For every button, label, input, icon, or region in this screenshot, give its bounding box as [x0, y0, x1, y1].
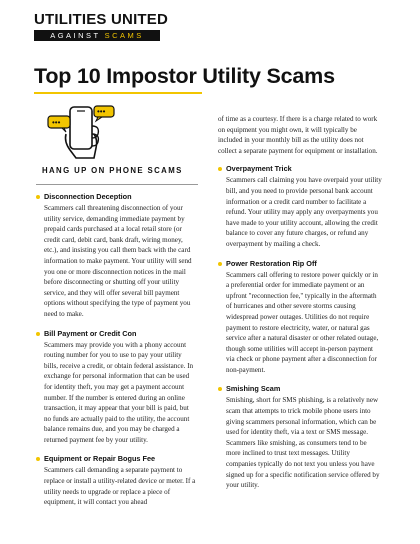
page-title: Top 10 Impostor Utility Scams [34, 64, 335, 88]
bullet-icon [36, 195, 40, 199]
banner-divider [36, 184, 198, 185]
scam-title: Equipment or Repair Bogus Fee [44, 454, 156, 464]
phone-chat-icon [40, 104, 118, 160]
title-underline [34, 92, 202, 94]
scam-title: Bill Payment or Credit Con [44, 328, 137, 338]
bullet-icon [36, 457, 40, 461]
scam-body: Scammers may provide you with a phony account routing number for you to use to pay your utility bills, receive a credit, or obtain federal assistance. In exchange for personal information that can be used for identity theft, you may get a payment account number. If the number is entered during an online transaction, it may appear that your bill is paid, but no funds are actually paid to the utility, the account balance remains due, and you may be charged a returned payment fee by your utility. [44, 340, 194, 444]
scam-title: Disconnection Deception [44, 192, 132, 201]
scam-item [36, 329, 196, 446]
scam-body: Scammers call claiming you have overpaid your utility bill, and you need to provide personal bank account information or a credit card number to facilitate a refund. Your utility may apply any overpayments you have made to your utility account, allowing the credit balance to cover any future charges, or refund any overpayment by mailing a check. [226, 176, 382, 248]
scam-title: Smishing Scam [226, 384, 281, 394]
logo-brand-text: UTILITIES UNITED [34, 11, 169, 28]
scam-body: Scammers call threatening disconnection of your utility service, demanding immediate payment by prepaid cards purchased at a local retail store (or credit card, debit card, bank draft, wiring money, etc.), and insisting you call them back with the card information to make payment. Your utility will send you one or more disconnection notices in the mail before disconnecting or shutting off your utility service, and they will offer several bill payment options without specifying the type of payment you need to make. [44, 204, 192, 318]
logo-tagline [34, 30, 160, 41]
continued-text: of time as a courtesy. If there is a charge related to work on equipment you might own, it will typically be included in your monthly bill as the utility does not collect a separate payment for equipment or installation. [218, 115, 378, 155]
left-column [36, 192, 196, 517]
scam-title: Power Restoration Rip Off [226, 258, 317, 268]
scam-body: Smishing, short for SMS phishing, is a relatively new scam that attempts to trick mobile phone users into giving scammers personal information, which can be used for identity theft, via a text or SMS message. Scammers like smishing, as consumers tend to be more inclined to trust text messages. Utility companies typically do not text you unless you have signed up for a specific notification service offered by your utility. [226, 396, 380, 490]
bullet-icon [218, 167, 222, 171]
scam-item [218, 164, 382, 249]
scam-body: Scammers call demanding a separate payment to replace or install a utility-related device or meter. If a utility needs to upgrade or replace a piece of equipment, it will contact you ahead [44, 466, 196, 507]
hero-banner: HANG UP ON PHONE SCAMS [42, 166, 183, 175]
bubble-dots-2: ••• [97, 107, 106, 116]
right-column [218, 114, 382, 500]
logo-tag-left: AGAINST [50, 31, 101, 40]
brand-logo [34, 12, 168, 41]
bubble-dots: ••• [52, 118, 61, 127]
scam-item [218, 259, 382, 376]
scam-item [36, 192, 196, 320]
bullet-icon [218, 262, 222, 266]
scam-item [36, 454, 196, 507]
scam-title: Overpayment Trick [226, 164, 292, 174]
bullet-icon [36, 332, 40, 336]
scam-body: Scammers call offering to restore power quickly or in a preferential order for immediate payment or an upfront "reconnection fee," typically in the aftermath of hurricanes and other severe storms causing widespread power outages. Utilities do not require payment to restore electricity, water, or natural gas service after a natural disaster or other related outage, though some utilities will accept in-person payment via check or phone payment after a disconnection for non-payment. [226, 270, 379, 374]
bullet-icon [218, 387, 222, 391]
logo-tag-right: SCAMS [104, 31, 144, 40]
scam-item [218, 384, 382, 490]
